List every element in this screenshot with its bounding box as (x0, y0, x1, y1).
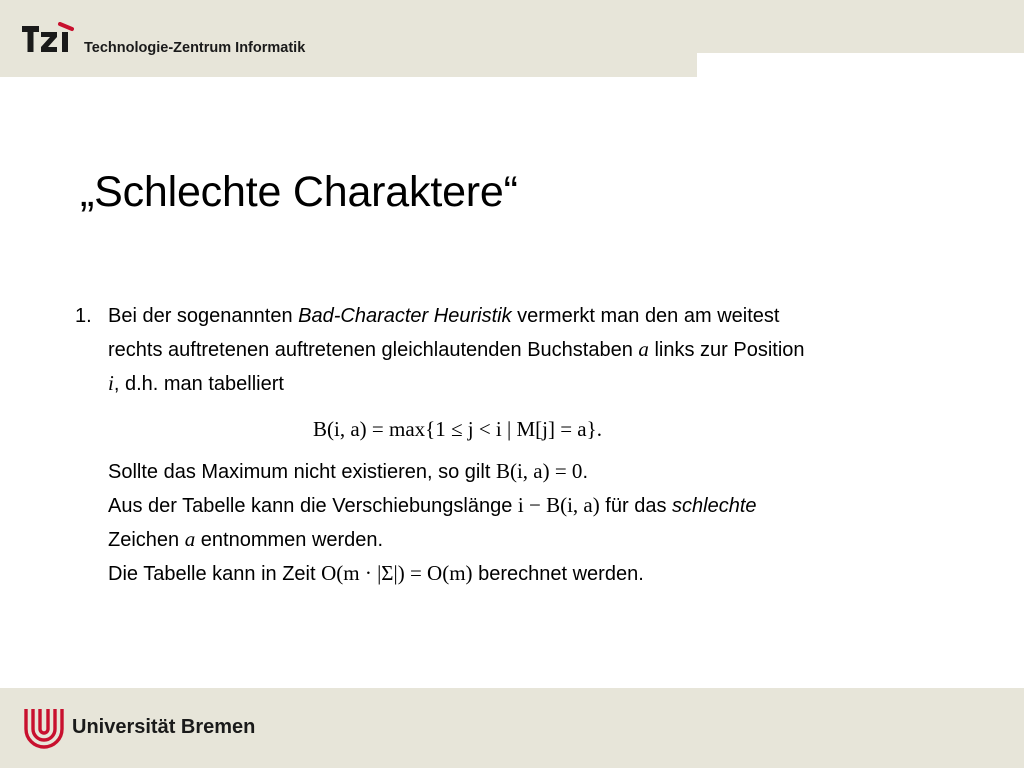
university-logo (22, 705, 66, 749)
header-band-extension (0, 53, 697, 77)
university-name: Universität Bremen (72, 716, 256, 738)
paragraph-line-4: Sollte das Maximum nicht existieren, so gilt B(i, a) = 0. (108, 459, 588, 483)
slide-title: „Schlechte Charaktere“ (80, 168, 518, 216)
paragraph-line-7: Die Tabelle kann in Zeit O(m · |Σ|) = O(m) berechnet werden. (108, 561, 644, 585)
list-item-body (108, 300, 948, 591)
list-number: 1. (75, 305, 92, 327)
paragraph-line-1: Bei der sogenannten Bad-Character Heuristik vermerkt man den am weitest (108, 305, 780, 327)
institute-name: Technologie-Zentrum Informatik (84, 40, 306, 56)
formula: B(i, a) = max{1 ≤ j < i | M[j] = a}. (313, 417, 602, 441)
paragraph-line-6: Zeichen a entnommen werden. (108, 527, 384, 551)
tzi-logo (22, 22, 74, 56)
paragraph-line-5: Aus der Tabelle kann die Verschiebungslänge i − B(i, a) für das schlechte (108, 493, 757, 517)
paragraph-line-2: rechts auftretenen auftretenen gleichlautenden Buchstaben a links zur Position (108, 337, 805, 361)
paragraph-line-3: i, d.h. man tabelliert (108, 371, 284, 395)
